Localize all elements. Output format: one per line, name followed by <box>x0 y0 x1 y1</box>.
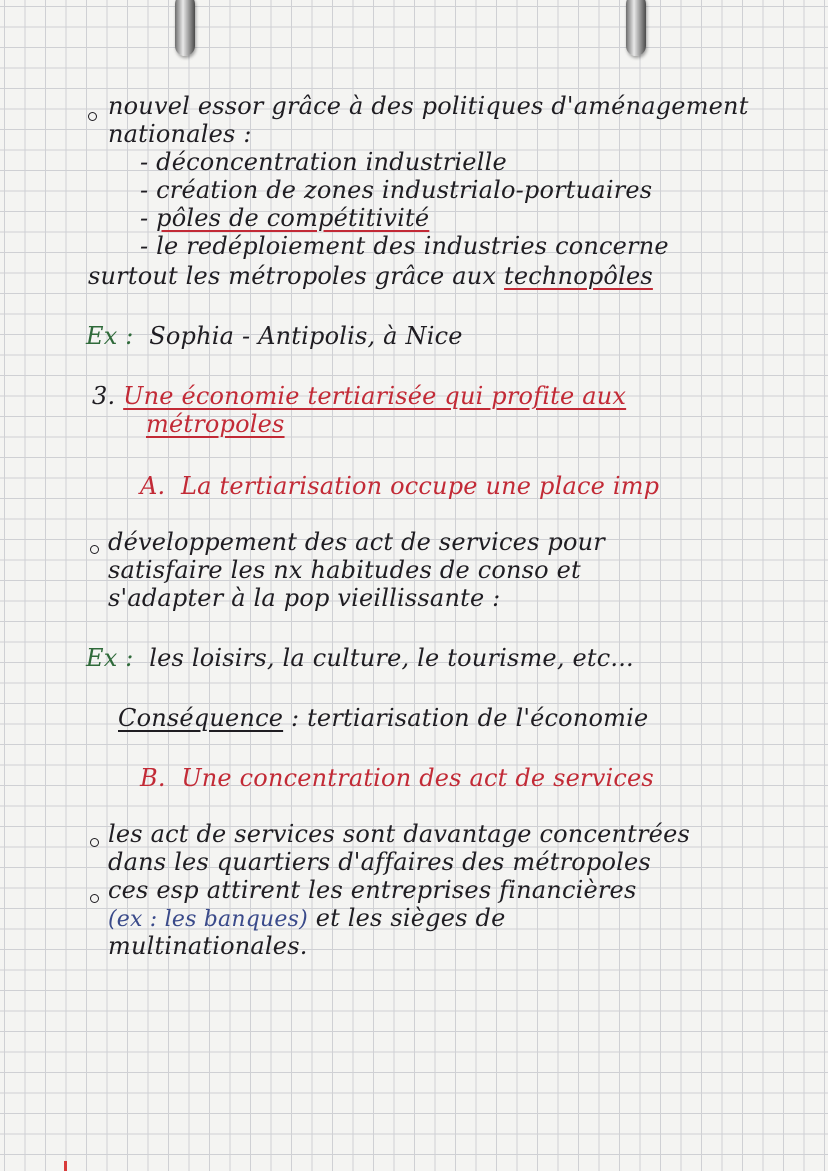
underlined-term: pôles de compétitivité <box>156 204 430 232</box>
note-line <box>108 904 505 934</box>
section-title-continued: métropoles <box>146 410 285 438</box>
dash-item <box>140 204 429 232</box>
note-line: s'adapter à la pop vieillissante : <box>108 584 501 612</box>
underlined-term: technopôles <box>504 262 653 290</box>
parenthetical: (ex : les banques) <box>108 907 308 932</box>
note-text: et les sièges de <box>307 904 506 932</box>
note-line: les act de services sont davantage concentrées <box>108 820 690 848</box>
consequence-line <box>118 704 648 732</box>
subsection-title: Une concentration des act de services <box>181 764 654 792</box>
note-line <box>88 262 653 290</box>
bullet-icon <box>90 545 99 554</box>
bullet-icon <box>90 838 99 847</box>
consequence-label: Conséquence <box>118 704 284 732</box>
note-line: ces esp attirent les entreprises financières <box>108 876 637 904</box>
note-line: dans les quartiers d'affaires des métropoles <box>108 848 651 876</box>
note-line: multinationales. <box>108 932 308 960</box>
subsection-heading <box>140 472 659 500</box>
subsection-letter: B. <box>140 764 166 792</box>
subsection-heading <box>140 764 654 792</box>
section-number: 3. <box>92 382 116 410</box>
note-line: satisfaire les nx habitudes de conso et <box>108 556 581 584</box>
example-text: les loisirs, la culture, le tourisme, etc... <box>149 644 634 672</box>
bullet-icon <box>90 894 99 903</box>
note-text: surtout les métropoles grâce aux <box>88 262 505 290</box>
dash-marker: - <box>140 204 157 232</box>
subsection-letter: A. <box>140 472 166 500</box>
binder-ring-right-icon <box>626 0 646 56</box>
example-label: Ex : <box>86 322 134 350</box>
note-line: nouvel essor grâce à des politiques d'aménagement <box>108 92 749 120</box>
example-line <box>86 322 463 350</box>
dash-item: - déconcentration industrielle <box>140 148 507 176</box>
consequence-text: : tertiarisation de l'économie <box>290 704 649 732</box>
example-label: Ex : <box>86 644 134 672</box>
dash-item: - création de zones industrialo-portuaires <box>140 176 653 204</box>
margin-tick <box>64 1161 67 1171</box>
note-line: nationales : <box>108 120 252 148</box>
section-title: Une économie tertiarisée qui profite aux <box>123 382 627 410</box>
example-line <box>86 644 634 672</box>
bullet-icon <box>88 112 97 121</box>
note-line: développement des act de services pour <box>108 528 605 556</box>
subsection-title: La tertiarisation occupe une place imp <box>181 472 660 500</box>
example-text: Sophia - Antipolis, à Nice <box>149 322 463 350</box>
dash-item: - le redéploiement des industries concerne <box>140 232 669 260</box>
binder-ring-left-icon <box>175 0 195 56</box>
section-heading <box>92 382 626 410</box>
